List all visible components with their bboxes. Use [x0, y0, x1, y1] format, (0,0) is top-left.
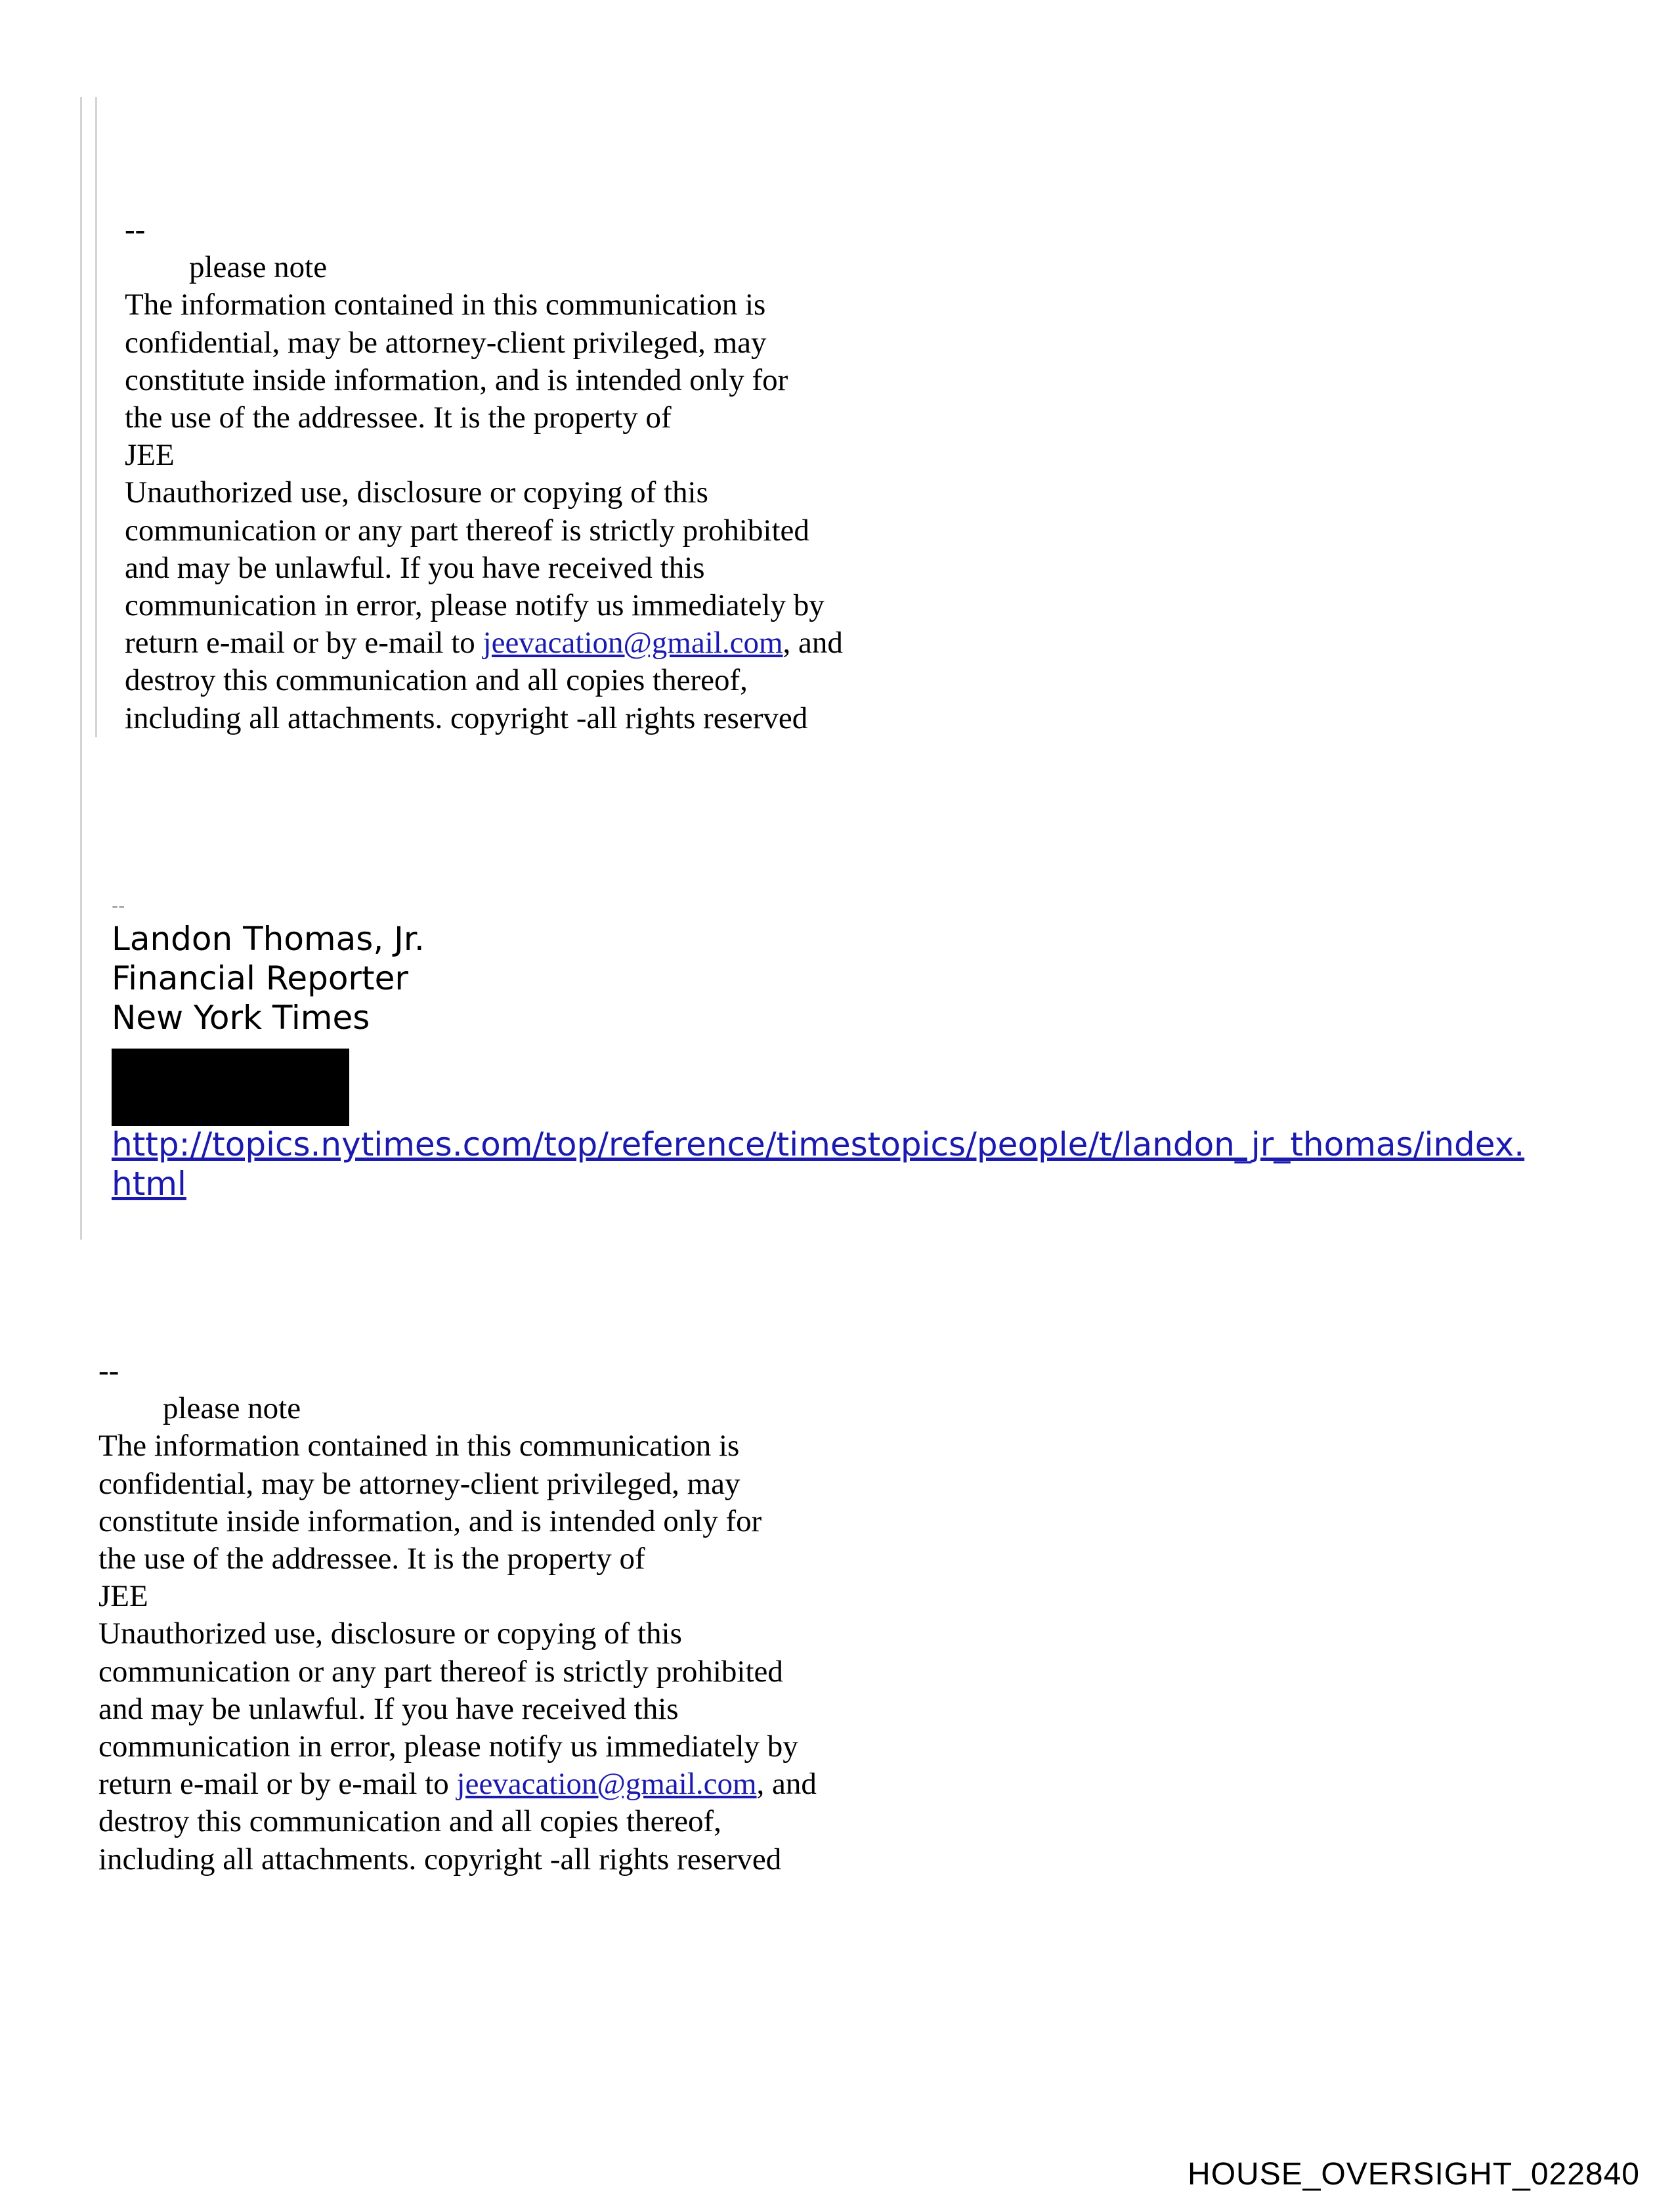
disclaimer-return-line — [125, 624, 843, 662]
disclaimer-line: JEE — [98, 1579, 148, 1614]
disclaimer-line: confidential, may be attorney-client privileged, may — [125, 325, 767, 360]
note-heading: please note — [189, 250, 328, 285]
email-link[interactable]: jeevacation@gmail.com — [456, 1767, 757, 1802]
disclaimer-line: communication or any part thereof is strictly prohibited — [98, 1654, 783, 1689]
profile-url-line: html — [112, 1165, 186, 1203]
disclaimer-line: the use of the addressee. It is the property of — [125, 401, 672, 435]
disclaimer-line: JEE — [125, 438, 175, 473]
return-suffix: , and — [756, 1767, 817, 1802]
quote-bar-inner — [95, 97, 97, 737]
signature-title: Financial Reporter — [112, 959, 408, 997]
disclaimer-line: including all attachments. copyright -all rights reserved — [98, 1842, 782, 1876]
disclaimer-line: communication or any part thereof is strictly prohibited — [125, 513, 809, 548]
signature-organization: New York Times — [112, 999, 370, 1037]
return-prefix: return e-mail or by e-mail to — [125, 626, 483, 661]
quote-bar-outer — [80, 97, 82, 1240]
return-prefix: return e-mail or by e-mail to — [98, 1767, 457, 1802]
return-suffix: , and — [783, 626, 843, 661]
redaction-box — [112, 1049, 349, 1126]
disclaimer-line: and may be unlawful. If you have received this — [125, 550, 705, 585]
disclaimer — [98, 1353, 817, 1878]
disclaimer-line: constitute inside information, and is intended only for — [98, 1504, 762, 1538]
disclaimer-line: and may be unlawful. If you have received this — [98, 1691, 679, 1726]
disclaimer-line: communication in error, please notify us immediately by — [98, 1729, 798, 1764]
profile-url-line: http://topics.nytimes.com/top/reference/timestopics/people/t/landon_jr_thomas/index. — [112, 1125, 1525, 1163]
disclaimer-line: Unauthorized use, disclosure or copying of this — [125, 475, 708, 510]
note-heading: please note — [163, 1391, 301, 1426]
bates-number: HOUSE_OVERSIGHT_022840 — [1188, 2157, 1640, 2192]
disclaimer-line: confidential, may be attorney-client privileged, may — [98, 1466, 740, 1501]
disclaimer-line: constitute inside information, and is intended only for — [125, 362, 788, 397]
separator: -- — [98, 1354, 119, 1388]
quoted-disclaimer — [125, 211, 843, 737]
separator: -- — [125, 213, 146, 247]
signature-separator: -- — [112, 895, 125, 917]
disclaimer-line: destroy this communication and all copies thereof, — [98, 1804, 721, 1839]
disclaimer-line: communication in error, please notify us immediately by — [125, 588, 825, 623]
disclaimer-line: including all attachments. copyright -all rights reserved — [125, 701, 808, 735]
disclaimer-line: destroy this communication and all copies thereof, — [125, 663, 748, 698]
disclaimer-line: Unauthorized use, disclosure or copying of this — [98, 1616, 682, 1651]
disclaimer-line: The information contained in this communication is — [98, 1429, 740, 1464]
signature-name: Landon Thomas, Jr. — [112, 920, 425, 958]
signature-block — [112, 893, 425, 1037]
email-link[interactable]: jeevacation@gmail.com — [483, 626, 783, 661]
disclaimer-return-line — [98, 1766, 817, 1803]
profile-url-link[interactable] — [112, 1125, 1524, 1204]
disclaimer-line: the use of the addressee. It is the property of — [98, 1542, 645, 1576]
disclaimer-line: The information contained in this communication is — [125, 288, 766, 322]
